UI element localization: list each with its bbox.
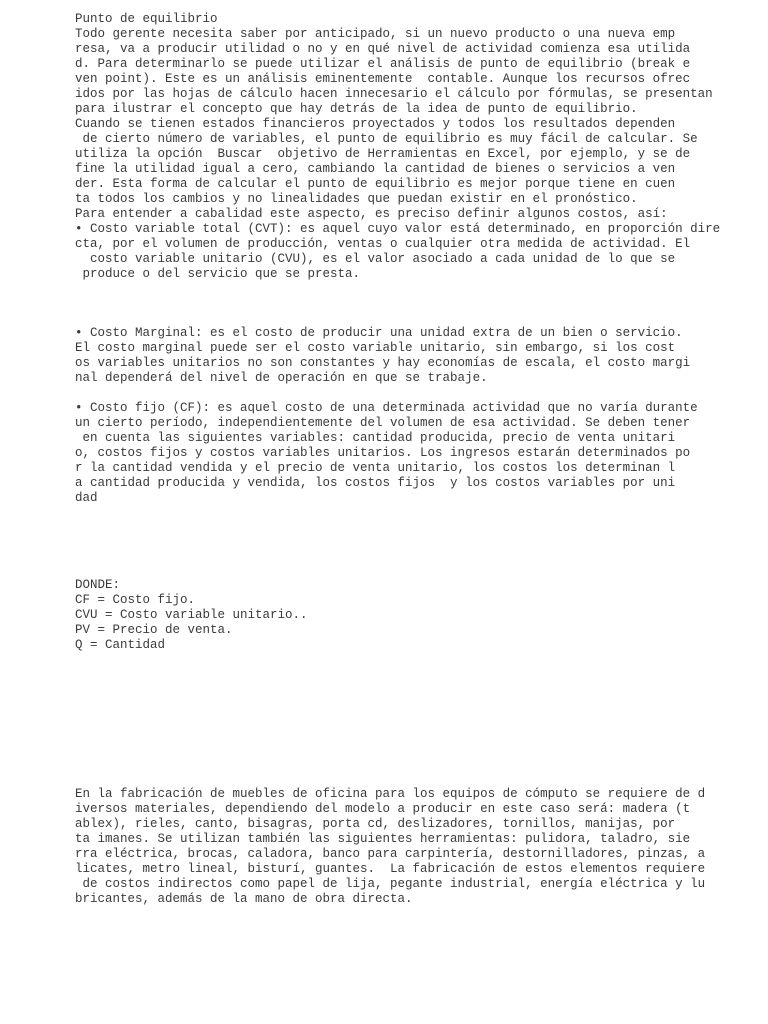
- definition-item: Q = Cantidad: [75, 638, 166, 652]
- text-line: • Costo Marginal: es el costo de producir una unidad extra de un bien o servicio.: [75, 326, 683, 340]
- text-line: rra eléctrica, brocas, caladora, banco para carpintería, destornilladores, pinzas, a: [75, 847, 706, 861]
- text-line: iversos materiales, dependiendo del modelo a producir en este caso será: madera (t: [75, 802, 691, 816]
- text-line: fine la utilidad igual a cero, cambiando la cantidad de bienes o servicios a ven: [75, 162, 676, 176]
- text-line: os variables unitarios no son constantes y hay economías de escala, el costo margi: [75, 356, 691, 370]
- text-line: dad: [75, 491, 98, 505]
- text-line: licates, metro lineal, bisturí, guantes. La fabricación de estos elementos requiere: [75, 862, 706, 876]
- text-line: bricantes, además de la mano de obra directa.: [75, 892, 413, 906]
- text-line: utiliza la opción Buscar objetivo de Herramientas en Excel, por ejemplo, y se de: [75, 147, 691, 161]
- text-line: costo variable unitario (CVU), es el valor asociado a cada unidad de lo que se: [75, 252, 676, 266]
- text-line: para ilustrar el concepto que hay detrás de la idea de punto de equilibrio.: [75, 102, 638, 116]
- text-line: Todo gerente necesita saber por anticipado, si un nuevo producto o una nueva emp: [75, 27, 676, 41]
- text-line: El costo marginal puede ser el costo variable unitario, sin embargo, si los cost: [75, 341, 676, 355]
- text-line: En la fabricación de muebles de oficina para los equipos de cómputo se requiere de d: [75, 787, 706, 801]
- text-line: Cuando se tienen estados financieros proyectados y todos los resultados dependen: [75, 117, 676, 131]
- text-line: • Costo variable total (CVT): es aquel cuyo valor está determinado, en proporción dire: [75, 222, 721, 236]
- text-line: d. Para determinarlo se puede utilizar el análisis de punto de equilibrio (break e: [75, 57, 691, 71]
- text-line: ablex), rieles, canto, bisagras, porta cd, deslizadores, tornillos, manijas, por: [75, 817, 676, 831]
- definitions-heading: DONDE:: [75, 578, 121, 592]
- text-line: r la cantidad vendida y el precio de venta unitario, los costos los determinan l: [75, 461, 676, 475]
- definition-item: PV = Precio de venta.: [75, 623, 233, 637]
- text-line: o, costos fijos y costos variables unitarios. Los ingresos estarán determinados po: [75, 446, 691, 460]
- text-line: en cuenta las siguientes variables: cantidad producida, precio de venta unitari: [75, 431, 676, 445]
- text-line: idos por las hojas de cálculo hacen innecesario el cálculo por fórmulas, se presentan: [75, 87, 713, 101]
- text-line: a cantidad producida y vendida, los costos fijos y los costos variables por uni: [75, 476, 676, 490]
- definition-item: CF = Costo fijo.: [75, 593, 196, 607]
- text-line: produce o del servicio que se presta.: [75, 267, 361, 281]
- text-line: Para entender a cabalidad este aspecto, es preciso definir algunos costos, así:: [75, 207, 668, 221]
- text-line: un cierto período, independientemente del volumen de esa actividad. Se deben tener: [75, 416, 691, 430]
- text-line: • Costo fijo (CF): es aquel costo de una determinada actividad que no varía durante: [75, 401, 698, 415]
- document-title: Punto de equilibrio: [75, 12, 218, 26]
- definition-item: CVU = Costo variable unitario..: [75, 608, 308, 622]
- text-line: der. Esta forma de calcular el punto de equilibrio es mejor porque tiene en cuen: [75, 177, 676, 191]
- text-line: de costos indirectos como papel de lija, pegante industrial, energía eléctrica y lu: [75, 877, 706, 891]
- text-line: ta imanes. Se utilizan también las siguientes herramientas: pulidora, taladro, sie: [75, 832, 691, 846]
- text-line: nal dependerá del nivel de operación en que se trabaje.: [75, 371, 488, 385]
- text-line: ven point). Este es un análisis eminentemente contable. Aunque los recursos ofrec: [75, 72, 691, 86]
- text-line: cta, por el volumen de producción, ventas o cualquier otra medida de actividad. El: [75, 237, 691, 251]
- text-line: de cierto número de variables, el punto de equilibrio es muy fácil de calcular. Se: [75, 132, 698, 146]
- text-line: resa, va a producir utilidad o no y en qué nivel de actividad comienza esa utilida: [75, 42, 691, 56]
- text-line: ta todos los cambios y no linealidades que puedan existir en el pronóstico.: [75, 192, 638, 206]
